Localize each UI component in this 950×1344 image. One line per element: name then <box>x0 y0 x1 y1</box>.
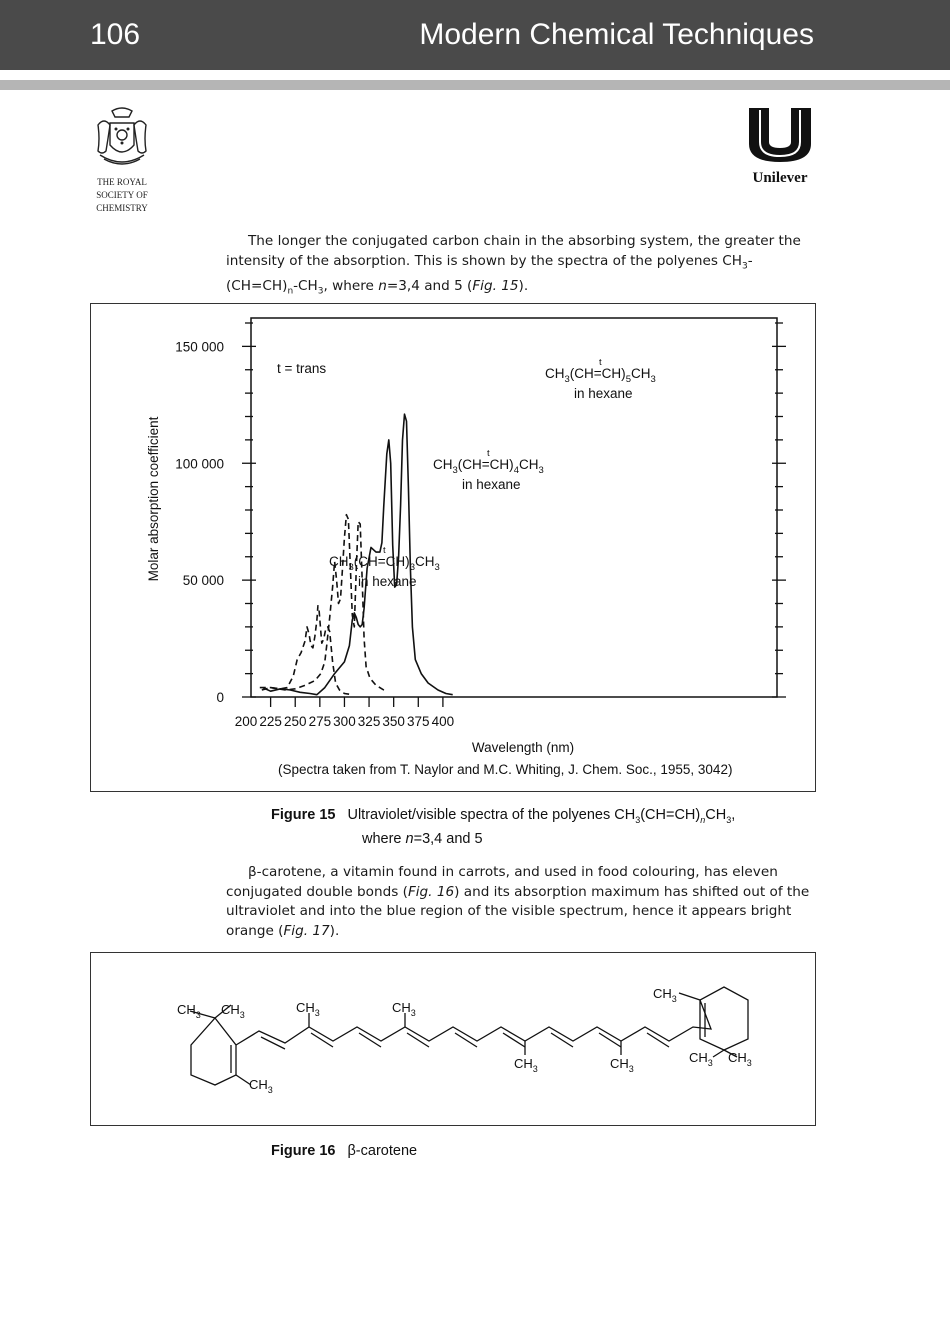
spectrum-line <box>260 515 387 692</box>
figure-16-caption <box>271 1142 417 1161</box>
caption-text: (CH=CH) <box>640 807 701 823</box>
caption-text: , <box>731 807 736 823</box>
beta-carotene-structure <box>91 953 815 1125</box>
x-tick-label: 325 <box>357 714 381 729</box>
caption-label: Figure 16 <box>271 1143 336 1159</box>
figure-reference: Fig. 17 <box>283 922 330 939</box>
methyl-label: $CH_3$ <box>653 986 677 1004</box>
structure-bonds <box>190 987 748 1085</box>
subscript: 3 <box>741 261 748 272</box>
x-tick-label: 275 <box>308 714 332 729</box>
page-number: 106 <box>90 18 141 51</box>
x-tick-label: 375 <box>407 714 430 729</box>
unilever-wordmark: Unilever <box>752 170 808 186</box>
unilever-u-icon <box>747 106 813 164</box>
x-tick-label: 400 <box>431 714 455 729</box>
rsc-crest-icon <box>90 105 154 169</box>
x-tick-label: 300 <box>333 714 356 729</box>
trans-marker: t <box>487 448 490 459</box>
legend-note: t = trans <box>277 361 327 376</box>
methyl-label: $CH_3$ <box>221 1002 245 1020</box>
rsc-line: SOCIETY OF <box>96 190 148 200</box>
methyl-label: $CH_3$ <box>177 1002 201 1020</box>
annotation-triene: $CH_3(CH=CH)_3CH_3$ <box>329 554 440 573</box>
methyl-label: $CH_3$ <box>514 1056 538 1074</box>
methyl-label: $CH_3$ <box>249 1077 273 1095</box>
para-text: ). <box>329 922 340 939</box>
x-tick-label: 200 <box>234 714 258 729</box>
caption-label: Figure 15 <box>271 807 336 823</box>
intro-text: -(CH=CH) <box>226 252 753 294</box>
para-text: ) and its absorption maximum has shifted out of the ultraviolet and into the blue region of the visible spectrum, hence it appears bright orange ( <box>226 883 810 939</box>
caption-text: CH <box>705 807 727 823</box>
subscript: 3 <box>635 814 641 825</box>
methyl-label: $CH_3$ <box>689 1050 713 1068</box>
intro-text: The longer the conjugated carbon chain in the absorbing system, the greater the intensity of the absorption. This is shown by the spectra of the polyenes CH <box>226 233 801 269</box>
caption-text: Ultraviolet/visible spectra of the polyenes CH <box>347 807 636 823</box>
subscript: n <box>287 286 294 297</box>
subscript: 3 <box>317 286 324 297</box>
figure-15-box <box>90 303 816 792</box>
methyl-label: $CH_3$ <box>728 1050 752 1068</box>
methyl-label: $CH_3$ <box>610 1056 634 1074</box>
intro-paragraph <box>226 232 816 302</box>
figure-reference: Fig. 15 <box>472 277 519 294</box>
annotation-pentaene: $CH_3(CH=CH)_5CH_3$ <box>545 366 656 385</box>
figure-16-box <box>90 952 816 1126</box>
carotene-paragraph <box>226 863 816 941</box>
subscript: 3 <box>726 814 732 825</box>
caption-text: β-carotene <box>347 1143 418 1159</box>
unilever-logo <box>744 106 816 187</box>
y-tick-label: 50 000 <box>182 573 224 589</box>
y-axis-label: Molar absorption coefficient <box>146 416 161 582</box>
italic-n: n <box>405 830 414 847</box>
y-tick-label: 0 <box>216 690 224 705</box>
intro-text: ). <box>518 277 529 294</box>
structure-labels <box>177 986 752 1095</box>
methyl-label: $CH_3$ <box>296 1000 320 1018</box>
trans-marker: t <box>383 545 386 556</box>
annotation-tetraene: $CH_3(CH=CH)_4CH_3$ <box>433 457 544 476</box>
y-tick-label: 100 000 <box>175 456 224 472</box>
rsc-logo <box>86 105 158 215</box>
italic-n: n <box>378 277 387 294</box>
figure-15-caption <box>271 806 735 849</box>
intro-text: -CH <box>293 277 318 294</box>
book-title: Modern Chemical Techniques <box>419 18 814 51</box>
source-note: (Spectra taken from T. Naylor and M.C. Whiting, J. Chem. Soc., 1955, 3042) <box>278 762 733 777</box>
spectrum-line <box>262 606 350 694</box>
italic-n: n <box>700 814 706 825</box>
x-axis-label: Wavelength (nm) <box>471 740 575 755</box>
y-tick-label: 150 000 <box>175 339 224 355</box>
annotation-solvent: in hexane <box>574 386 633 401</box>
x-tick-label: 250 <box>283 714 307 729</box>
x-tick-label: 350 <box>382 714 405 729</box>
annotation-solvent: in hexane <box>358 574 417 589</box>
page-header <box>0 0 950 70</box>
trans-marker: t <box>599 357 602 368</box>
intro-text: , where <box>323 277 379 294</box>
para-text: β-carotene, a vitamin found in carrots, and used in food colouring, has eleven conjugated double bonds ( <box>226 864 778 900</box>
header-rule <box>0 80 950 90</box>
intro-text: =3,4 and 5 ( <box>386 277 473 294</box>
caption-text: =3,4 and 5 <box>413 830 483 847</box>
figure-reference: Fig. 16 <box>407 883 455 900</box>
x-tick-label: 225 <box>259 714 282 729</box>
caption-text: where <box>362 830 406 847</box>
uv-spectra-chart <box>91 304 815 791</box>
rsc-line: CHEMISTRY <box>96 203 148 213</box>
annotation-solvent: in hexane <box>462 477 521 492</box>
methyl-label: $CH_3$ <box>392 1000 416 1018</box>
rsc-line: THE ROYAL <box>97 177 147 187</box>
